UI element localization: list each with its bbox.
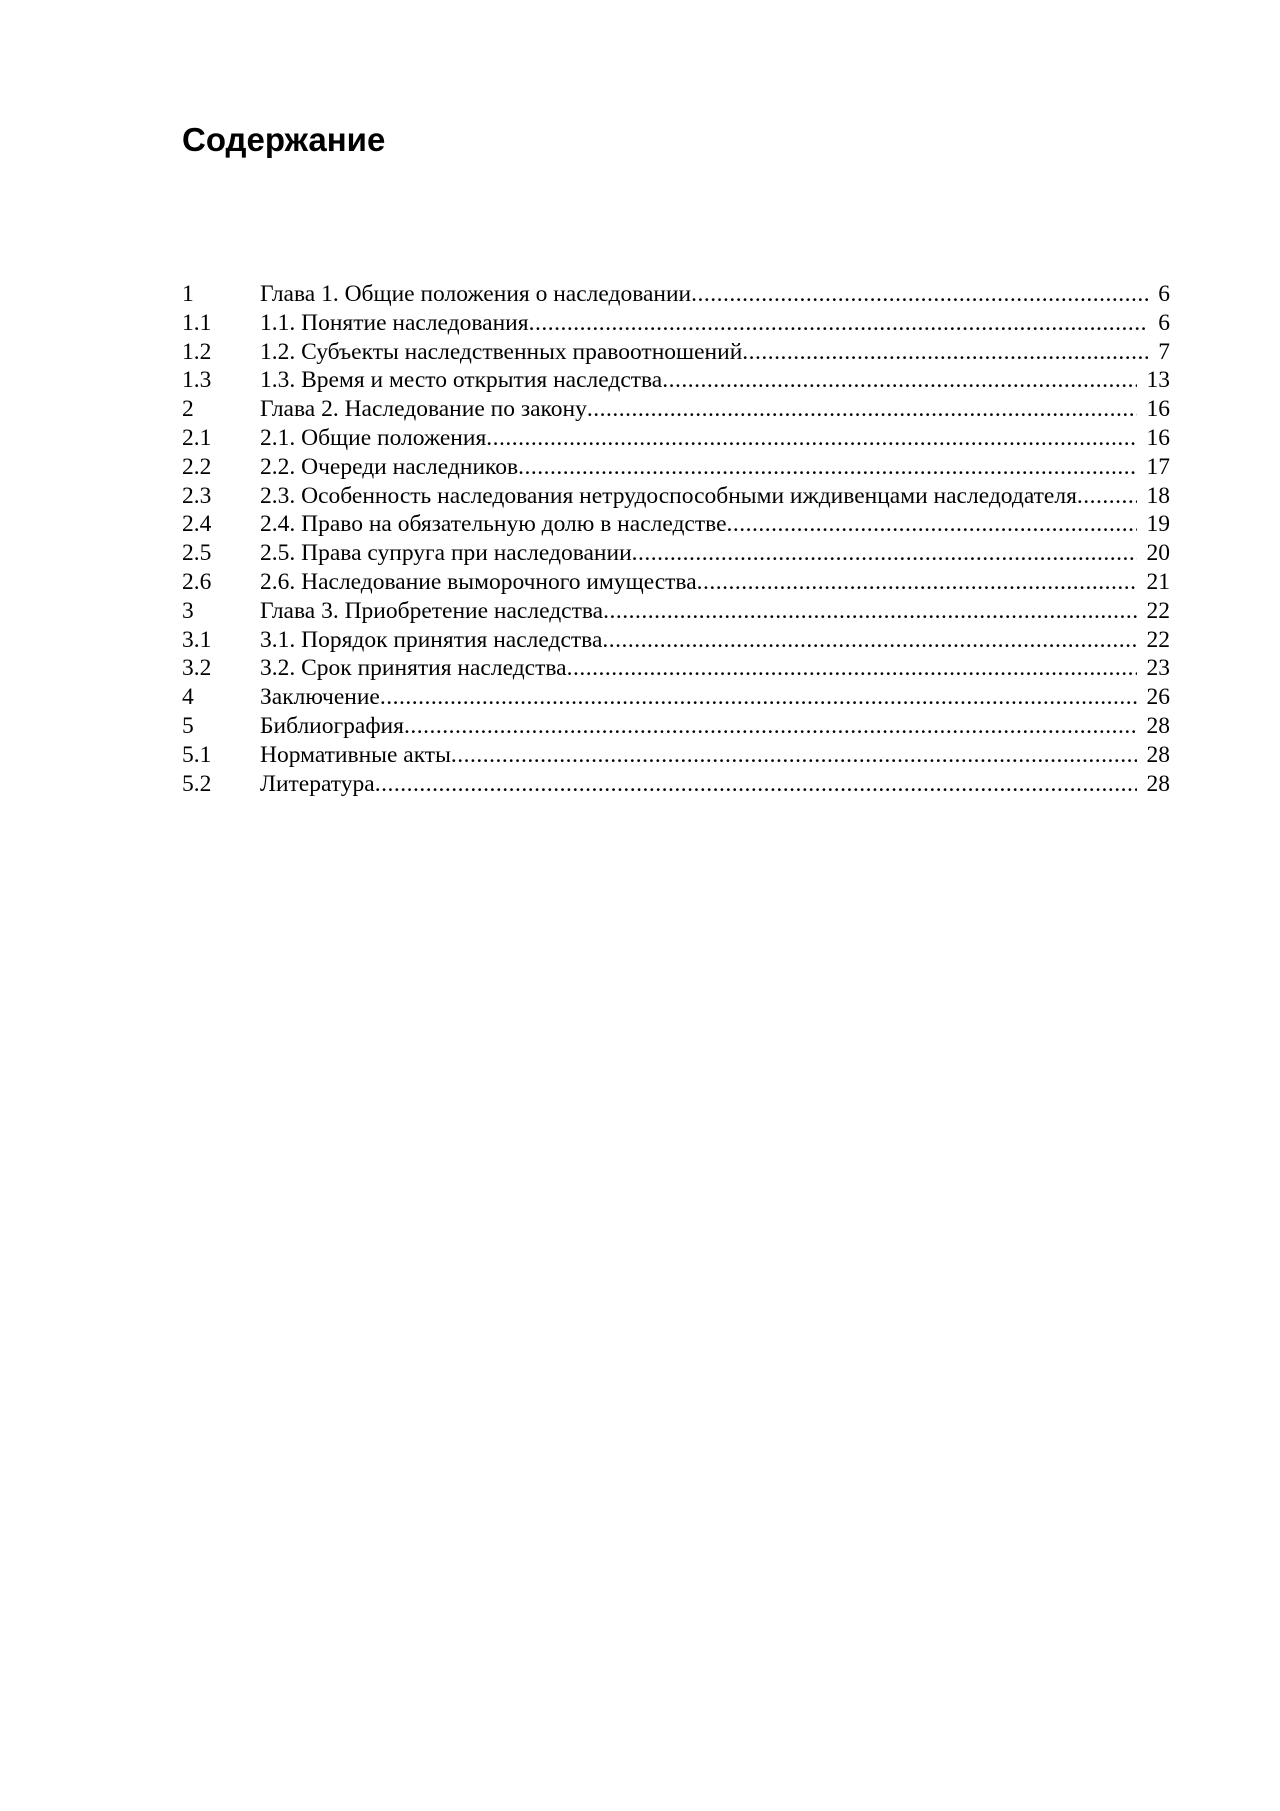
page-title: Содержание (182, 121, 386, 158)
dot-leader (602, 626, 1136, 655)
toc-entry[interactable] (182, 568, 1204, 597)
toc-entry-number: 1.1 (182, 309, 212, 336)
toc-entry-page: 28 (1146, 770, 1170, 797)
toc-entry-body (260, 424, 1170, 453)
toc-entry-title: 1.1. Понятие наследования (260, 309, 529, 336)
toc-entry-number: 5 (182, 712, 194, 739)
toc-entry-body (260, 654, 1170, 683)
toc-entry-title: 2.3. Особенность наследования нетрудоспособными иждивенцами наследодателя (260, 482, 1077, 509)
toc-entry-title: 2.2. Очереди наследников (260, 453, 519, 480)
toc-entry-number: 2.6 (182, 568, 212, 595)
dot-leader (518, 453, 1136, 482)
toc-entry-page: 20 (1146, 540, 1170, 567)
toc-entry-number: 2.5 (182, 540, 212, 567)
toc-entry-title: 2.5. Права супруга при наследовании (260, 540, 632, 567)
toc-entry[interactable] (182, 309, 1204, 338)
toc-entry-title: Литература (260, 770, 375, 797)
toc-entry[interactable] (182, 453, 1204, 482)
toc-entry[interactable] (182, 712, 1204, 741)
dot-leader (727, 510, 1137, 539)
toc-entry-number: 3.2 (182, 655, 212, 682)
toc-entry[interactable] (182, 770, 1204, 799)
toc-entry-page: 6 (1158, 309, 1170, 336)
toc-entry-number: 2.2 (182, 453, 212, 480)
toc-entry[interactable] (182, 424, 1204, 453)
dot-leader (587, 395, 1137, 424)
toc-entry-body (260, 366, 1170, 395)
toc-entry[interactable] (182, 654, 1204, 683)
toc-entry-title: 2.1. Общие положения (260, 424, 487, 451)
dot-leader (451, 741, 1137, 770)
dot-leader (662, 366, 1136, 395)
dot-leader (697, 568, 1137, 597)
toc-entry[interactable] (182, 597, 1204, 626)
dot-leader (603, 597, 1136, 626)
toc-entry-body (260, 453, 1170, 482)
toc-entry-body (260, 510, 1170, 539)
toc-entry-number: 2.4 (182, 511, 212, 538)
toc-entry-title: 3.1. Порядок принятия наследства (260, 626, 603, 653)
toc-entry-page: 6 (1158, 281, 1170, 307)
toc-entry-body (260, 338, 1170, 367)
dot-leader (375, 770, 1137, 799)
toc-entry-number: 3 (182, 597, 194, 624)
dot-leader (380, 683, 1137, 712)
toc-entry-page: 19 (1146, 511, 1170, 538)
toc-entry-body (260, 741, 1170, 770)
toc-entry-body (260, 770, 1170, 799)
toc-entry[interactable] (182, 280, 1204, 309)
toc-entry-page: 26 (1146, 684, 1170, 711)
toc-entry[interactable] (182, 510, 1204, 539)
toc-entry-page: 17 (1146, 453, 1170, 480)
toc-entry-number: 4 (182, 684, 194, 711)
toc-entry-body (260, 683, 1170, 712)
toc-entry-body (260, 395, 1170, 424)
toc-entry-title: 3.2. Срок принятия наследства (260, 655, 567, 682)
toc-entry-title: 1.3. Время и место открытия наследства (260, 367, 663, 394)
toc-entry-page: 21 (1146, 568, 1170, 595)
dot-leader (486, 424, 1136, 453)
toc-entry-number: 5.1 (182, 741, 212, 768)
toc-entry[interactable] (182, 366, 1204, 395)
toc-entry[interactable] (182, 338, 1204, 367)
toc-entry[interactable] (182, 683, 1204, 712)
toc-entry-number: 1.2 (182, 338, 212, 365)
toc-entry-body (260, 597, 1170, 626)
dot-leader (1077, 482, 1137, 511)
toc-entry-title: 1.2. Субъекты наследственных правоотношений (260, 338, 743, 365)
toc-entry-title: Глава 3. Приобретение наследства (260, 597, 604, 624)
toc-entry-title: 2.4. Право на обязательную долю в наследстве (260, 511, 727, 538)
toc-entry-page: 22 (1146, 597, 1170, 624)
toc-entry-title: Библиография (260, 712, 404, 739)
toc-entry-title: Нормативные акты (260, 741, 451, 768)
toc-entry-body (260, 309, 1170, 338)
toc-entry-number: 1 (182, 281, 194, 307)
toc-entry-number: 5.2 (182, 770, 212, 797)
dot-leader (404, 712, 1137, 741)
toc-entry-body (260, 712, 1170, 741)
toc-entry-number: 3.1 (182, 626, 212, 653)
dot-leader (529, 309, 1149, 338)
toc-entry[interactable] (182, 395, 1204, 424)
toc-entry-body (260, 568, 1170, 597)
toc-entry-page: 16 (1146, 424, 1170, 451)
toc-entry[interactable] (182, 482, 1204, 511)
toc-entry-body (260, 482, 1170, 511)
toc-entry-page: 13 (1146, 367, 1170, 394)
toc-entry-page: 28 (1146, 741, 1170, 768)
toc-entry-title: Глава 2. Наследование по закону (260, 396, 587, 423)
toc-entry-page: 23 (1146, 655, 1170, 682)
toc-entry-page: 18 (1146, 482, 1170, 509)
toc-entry-body (260, 626, 1170, 655)
toc-entry-title: Заключение (260, 684, 380, 711)
toc-entry-number: 2.1 (182, 424, 212, 451)
toc-entry-page: 16 (1146, 396, 1170, 423)
toc-entry-body (260, 539, 1170, 568)
toc-entry-title: 2.6. Наследование выморочного имущества (260, 568, 697, 595)
toc-entry-number: 2 (182, 396, 194, 423)
toc-entry-number: 2.3 (182, 482, 212, 509)
toc-entry-body (260, 280, 1170, 309)
toc-entry-title: Глава 1. Общие положения о наследовании (260, 281, 692, 307)
toc-entry[interactable] (182, 626, 1204, 655)
dot-leader (567, 654, 1137, 683)
toc-entry-page: 28 (1146, 712, 1170, 739)
toc-entry-number: 1.3 (182, 367, 212, 394)
dot-leader (742, 338, 1148, 367)
toc-entry-page: 22 (1146, 626, 1170, 653)
dot-leader (632, 539, 1137, 568)
dot-leader (691, 280, 1148, 309)
toc-entry[interactable] (182, 539, 1204, 568)
toc-entry-page: 7 (1158, 338, 1170, 365)
table-of-contents (182, 280, 1204, 798)
toc-entry[interactable] (182, 741, 1204, 770)
